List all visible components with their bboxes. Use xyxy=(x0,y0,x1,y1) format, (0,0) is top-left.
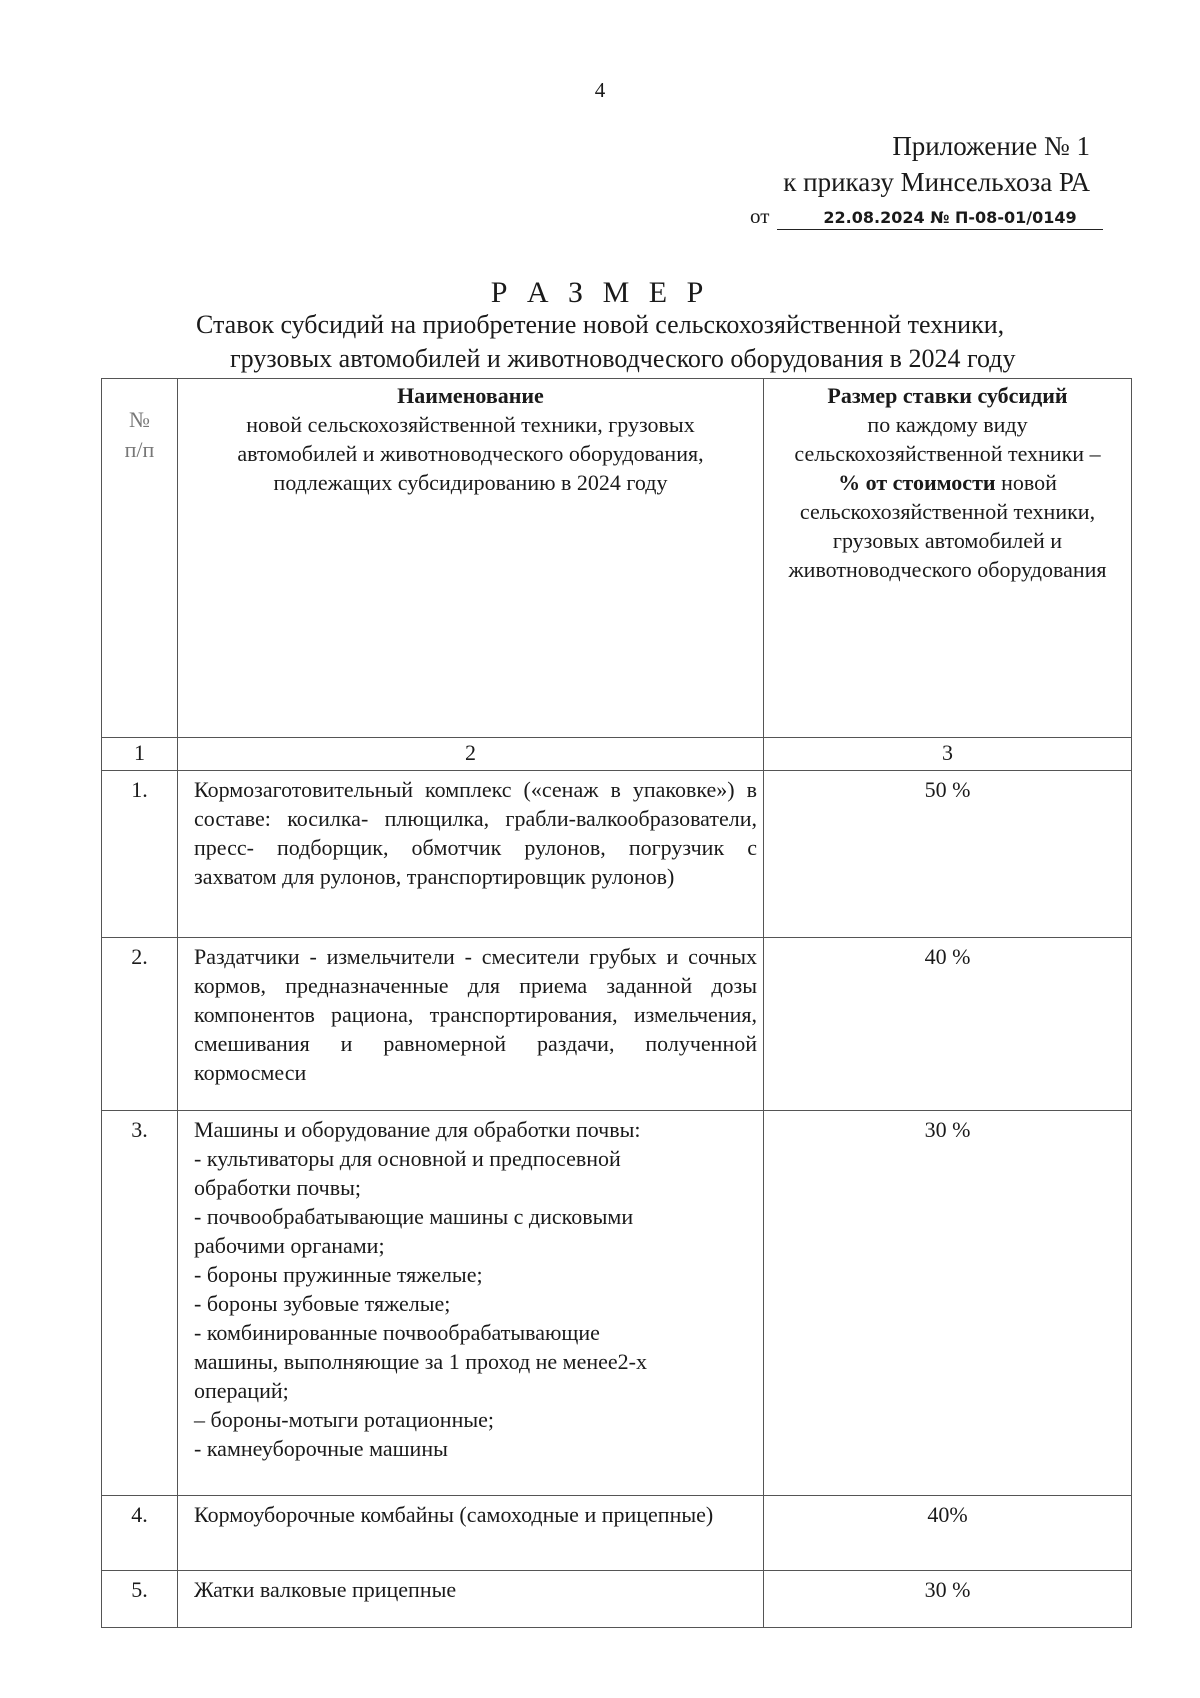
row-name-line: операций; xyxy=(194,1378,289,1403)
document-subtitle xyxy=(190,308,1110,376)
column-numbers-row xyxy=(102,738,1132,771)
table-row xyxy=(102,771,1132,938)
row-name: Кормоуборочные комбайны (самоходные и прицепные) xyxy=(178,1496,764,1571)
document-title: Р А З М Е Р xyxy=(490,276,710,309)
table-header-row xyxy=(102,379,1132,738)
appendix-block xyxy=(783,128,1090,200)
column-number: 2 xyxy=(178,738,764,771)
subtitle-line-2: грузовых автомобилей и животноводческого оборудования в 2024 году xyxy=(230,344,1016,373)
row-name: Кормозаготовительный комплекс («сенаж в упаковке») в составе: косилка- плющилка, грабли-валкообразователи, пресс- подборщик, обмотчик рулонов, погрузчик с захватом для рулонов, транспортировщик рулонов) xyxy=(178,771,764,938)
row-name-line: Машины и оборудование для обработки почвы: xyxy=(194,1117,641,1142)
order-prefix: от xyxy=(750,204,770,228)
row-name-line: - камнеуборочные машины xyxy=(194,1436,448,1461)
appendix-order-ref: к приказу Минсельхоза РА xyxy=(783,167,1090,197)
row-rate: 40 % xyxy=(764,938,1132,1111)
row-rate: 50 % xyxy=(764,771,1132,938)
header-number xyxy=(102,379,178,738)
row-number: 2. xyxy=(102,938,178,1111)
row-name xyxy=(178,1111,764,1496)
table-row xyxy=(102,1496,1132,1571)
header-name-bold: Наименование xyxy=(397,383,544,408)
row-name-line: - комбинированные почвообрабатывающие xyxy=(194,1320,600,1345)
header-rate-tail: новой сельскохозяйственной техники, грузовых автомобилей и животноводческого оборудования xyxy=(788,470,1107,582)
subsidy-rates-table xyxy=(101,378,1132,1628)
header-rate-text: по каждому виду сельскохозяйственной техники – xyxy=(794,412,1101,466)
header-name xyxy=(178,379,764,738)
row-number: 5. xyxy=(102,1571,178,1628)
row-rate: 30 % xyxy=(764,1111,1132,1496)
row-name-line: - культиваторы для основной и предпосевной xyxy=(194,1146,621,1171)
row-name-line: - бороны зубовые тяжелые; xyxy=(194,1291,451,1316)
table-row xyxy=(102,1571,1132,1628)
order-stamp: 22.08.2024 № П-08-01/0149 xyxy=(777,208,1103,230)
row-rate: 40% xyxy=(764,1496,1132,1571)
appendix-title: Приложение № 1 xyxy=(892,131,1090,161)
column-number: 3 xyxy=(764,738,1132,771)
subtitle-line-1: Ставок субсидий на приобретение новой сельскохозяйственной техники, xyxy=(196,310,1005,339)
row-number: 4. xyxy=(102,1496,178,1571)
row-name-line: рабочими органами; xyxy=(194,1233,385,1258)
order-date-line xyxy=(750,204,1103,230)
table-row xyxy=(102,1111,1132,1496)
column-number: 1 xyxy=(102,738,178,771)
row-name-line: - бороны пружинные тяжелые; xyxy=(194,1262,483,1287)
row-name: Раздатчики - измельчители - смесители грубых и сочных кормов, предназначенные для приема заданной дозы компонентов рациона, транспортирования, измельчения, смешивания и равномерной раздачи, полученной кормосмеси xyxy=(178,938,764,1111)
row-name: Жатки валковые прицепные xyxy=(178,1571,764,1628)
row-name-line: - почвообрабатывающие машины с дисковыми xyxy=(194,1204,634,1229)
row-rate: 30 % xyxy=(764,1571,1132,1628)
header-rate-bold: Размер ставки субсидий xyxy=(827,383,1068,408)
header-rate-percent: % от стоимости xyxy=(838,470,996,495)
row-name-line: – бороны-мотыги ротационные; xyxy=(194,1407,495,1432)
row-name-line: машины, выполняющие за 1 проход не менее2-х xyxy=(194,1349,647,1374)
header-name-text: новой сельскохозяйственной техники, грузовых автомобилей и животноводческого оборудования, подлежащих субсидированию в 2024 году xyxy=(237,412,704,495)
row-number: 1. xyxy=(102,771,178,938)
table-row xyxy=(102,938,1132,1111)
row-number: 3. xyxy=(102,1111,178,1496)
row-name-line: обработки почвы; xyxy=(194,1175,361,1200)
header-rate xyxy=(764,379,1132,738)
page-number: 4 xyxy=(594,78,606,102)
header-number-label: № п/п xyxy=(124,407,155,462)
